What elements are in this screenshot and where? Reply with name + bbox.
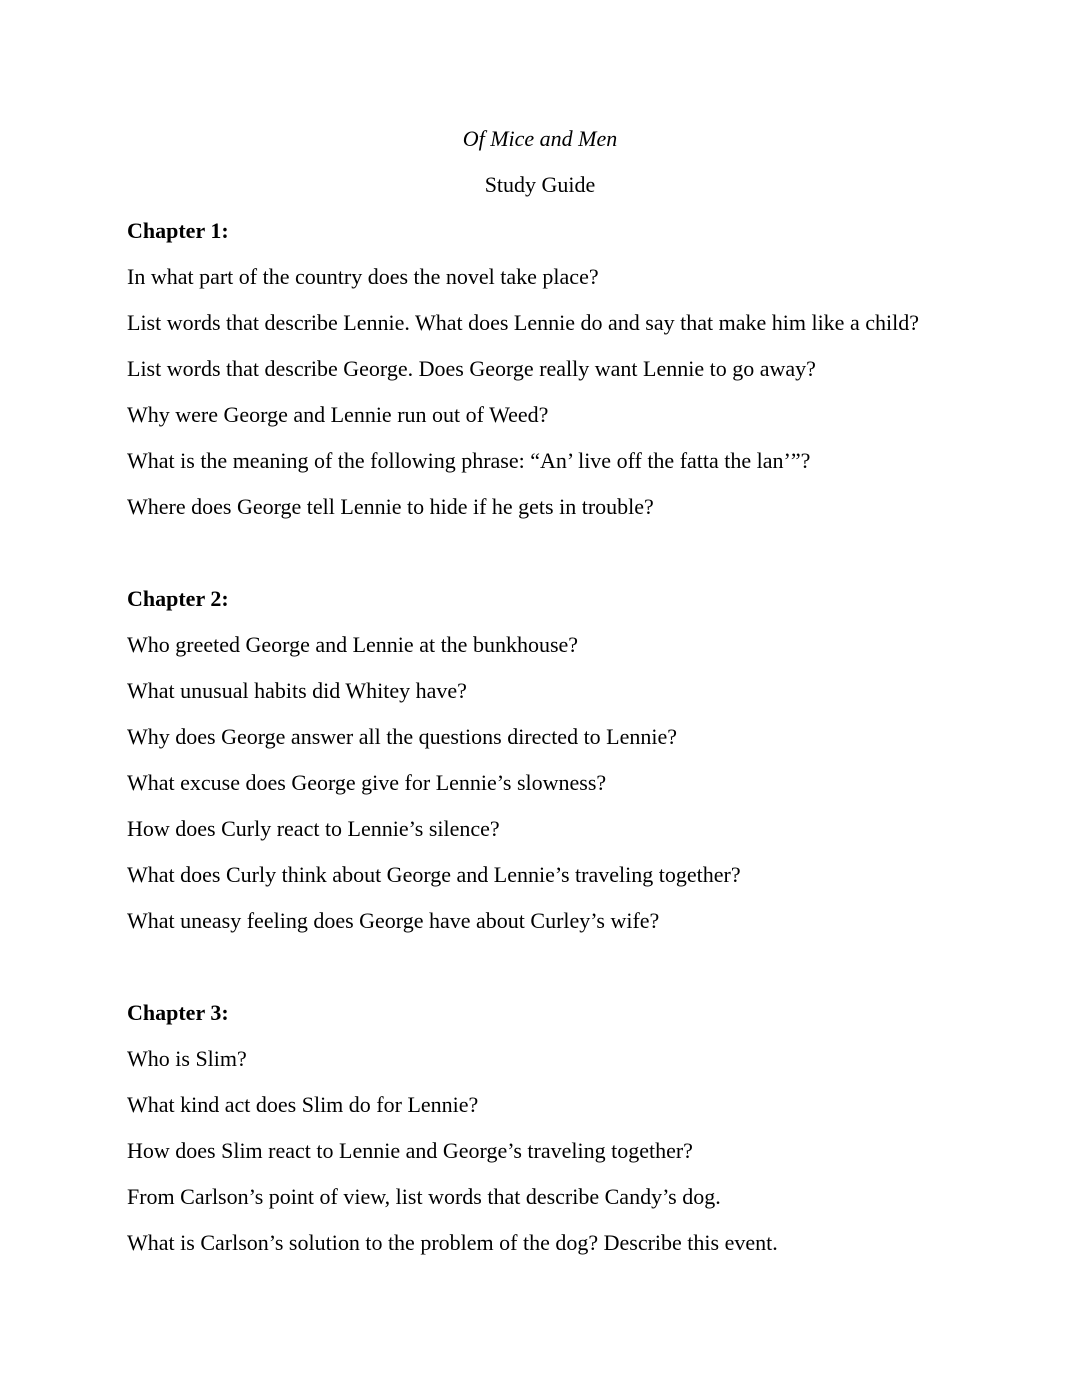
chapter-3-question-3: How does Slim react to Lennie and George’s traveling together? [127,1138,693,1163]
chapter-1-question-2: List words that describe Lennie. What does Lennie do and say that make him like a child? [127,310,919,335]
section-chapter-2 [127,576,953,944]
chapter-2-question-2: What unusual habits did Whitey have? [127,678,467,703]
chapter-3-question-4: From Carlson’s point of view, list words that describe Candy’s dog. [127,1184,721,1209]
chapter-3-question-5: What is Carlson’s solution to the problem of the dog? Describe this event. [127,1230,778,1255]
chapter-1-question-4: Why were George and Lennie run out of Weed? [127,402,549,427]
chapter-1-question-5: What is the meaning of the following phrase: “An’ live off the fatta the lan’”? [127,448,811,473]
chapter-2-question-3: Why does George answer all the questions directed to Lennie? [127,724,678,749]
chapter-3-heading: Chapter 3: [127,1000,229,1025]
section-chapter-3 [127,990,953,1266]
chapter-2-question-7: What uneasy feeling does George have about Curley’s wife? [127,908,660,933]
chapter-2-heading: Chapter 2: [127,586,229,611]
chapter-2-question-4: What excuse does George give for Lennie’s slowness? [127,770,607,795]
document-title: Of Mice and Men [462,126,618,151]
chapter-1-heading: Chapter 1: [127,218,229,243]
chapter-1-question-6: Where does George tell Lennie to hide if he gets in trouble? [127,494,654,519]
chapter-2-question-6: What does Curly think about George and Lennie’s traveling together? [127,862,741,887]
chapter-3-question-1: Who is Slim? [127,1046,247,1071]
chapter-3-question-2: What kind act does Slim do for Lennie? [127,1092,479,1117]
chapter-2-question-5: How does Curly react to Lennie’s silence? [127,816,500,841]
chapter-1-question-3: List words that describe George. Does George really want Lennie to go away? [127,356,816,381]
document-subtitle: Study Guide [484,172,596,197]
chapter-2-question-1: Who greeted George and Lennie at the bunkhouse? [127,632,579,657]
chapter-1-question-1: In what part of the country does the novel take place? [127,264,599,289]
section-chapter-1 [127,208,953,530]
